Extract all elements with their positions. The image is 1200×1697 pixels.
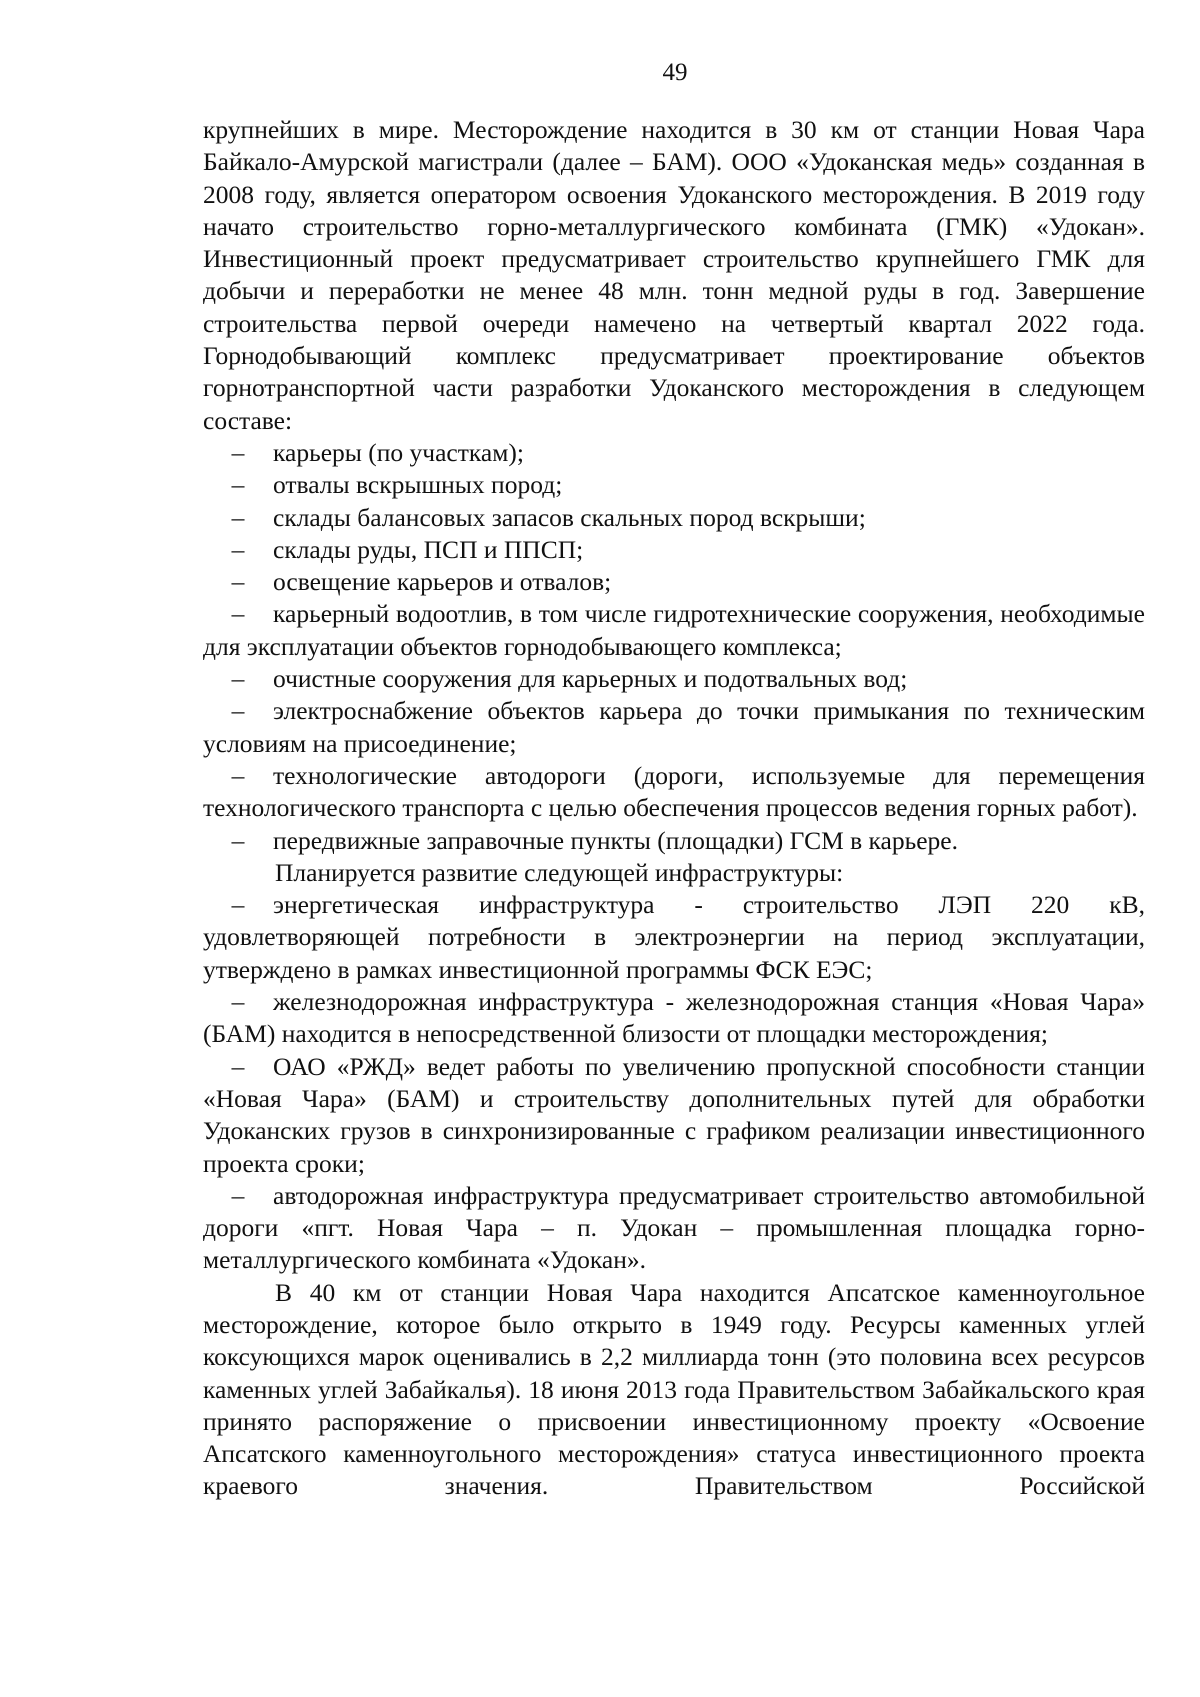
list-item-text: технологические автодороги (дороги, используемые для перемещения технологического транспорта с целью обеспечения процессов ведения горных работ).	[203, 760, 1145, 823]
body-paragraph: крупнейших в мире. Месторождение находится в 30 км от станции Новая Чара Байкало-Амурской магистрали (далее – БАМ). ООО «Удоканская медь» созданная в 2008 году, является оператором освоения Удоканского месторождения. В 2019 году начато строительство горно-металлургического комбината (ГМК) «Удокан». Инвестиционный проект предусматривает строительство крупнейшего ГМК для добычи и переработки не менее 48 млн. тонн медной руды в год. Завершение строительства первой очереди намечено на четвертый квартал 2022 года. Горнодобывающий комплекс предусматривает проектирование объектов горнотранспортной части разработки Удоканского месторождения в следующем составе:	[203, 115, 1145, 435]
list-item-text: карьеры (по участкам);	[273, 437, 524, 467]
dash-bullet: –	[231, 760, 245, 790]
dash-bullet: –	[231, 534, 245, 564]
dash-bullet: –	[231, 890, 245, 920]
list-item	[203, 437, 1145, 469]
list-item	[203, 1051, 1145, 1180]
list-item	[203, 598, 1145, 663]
list-item-text: ОАО «РЖД» ведет работы по увеличению пропускной способности станции «Новая Чара» (БАМ) и строительству дополнительных путей для обработки Удоканских грузов в синхронизированные с графиком реализации инвестиционного проекта сроки;	[203, 1051, 1145, 1178]
list-item-text: очистные сооружения для карьерных и подотвальных вод;	[273, 664, 908, 694]
dash-bullet: –	[231, 1051, 245, 1081]
list-item-text: карьерный водоотлив, в том числе гидротехнические сооружения, необходимые для эксплуатации объектов горнодобывающего комплекса;	[203, 599, 1145, 661]
list-item	[203, 825, 1145, 857]
list-item-text: железнодорожная инфраструктура - железнодорожная станция «Новая Чара» (БАМ) находится в непосредственной близости от площадки месторождения;	[203, 987, 1145, 1049]
dash-bullet: –	[231, 987, 245, 1017]
list-item	[203, 760, 1145, 825]
list-item	[203, 695, 1145, 760]
list-item	[203, 1180, 1145, 1277]
body-paragraph: В 40 км от станции Новая Чара находится Апсатское каменноугольное месторождение, которое было открыто в 1949 году. Ресурсы каменных углей коксующихся марок оценивались в 2,2 миллиарда тонн (это половина всех ресурсов каменных углей Забайкалья). 18 июня 2013 года Правительством Забайкальского края принято распоряжение о присвоении инвестиционному проекту «Освоение Апсатского каменноугольного месторождения» статуса инвестиционного проекта краевого значения. Правительством Российской	[203, 1277, 1145, 1501]
list-item	[203, 469, 1145, 501]
list-item-text: освещение карьеров и отвалов;	[273, 567, 612, 597]
infrastructure-intro: Планируется развитие следующей инфраструктуры:	[275, 857, 844, 887]
document-body	[203, 114, 1145, 1503]
dash-bullet: –	[231, 1180, 245, 1210]
page-number: 49	[662, 59, 688, 86]
list-item-text: автодорожная инфраструктура предусматривает строительство автомобильной дороги «пгт. Новая Чара – п. Удокан – промышленная площадка горно-металлургического комбината «Удокан».	[203, 1180, 1145, 1275]
dash-bullet: –	[231, 599, 245, 629]
list-item-text: электроснабжение объектов карьера до точки примыкания по техническим условиям на присоединение;	[203, 696, 1145, 758]
list-item	[203, 534, 1145, 566]
dash-bullet: –	[231, 696, 245, 726]
list-item	[203, 986, 1145, 1051]
list-item-text: отвалы вскрышных пород;	[273, 470, 563, 500]
dash-bullet: –	[231, 664, 245, 694]
list-item-text: склады руды, ПСП и ППСП;	[273, 534, 584, 564]
dash-bullet: –	[231, 567, 245, 597]
dash-bullet: –	[231, 470, 245, 500]
list-item-text: склады балансовых запасов скальных пород вскрыши;	[273, 502, 866, 532]
list-item	[203, 663, 1145, 695]
list-item-text: энергетическая инфраструктура - строительство ЛЭП 220 кВ, удовлетворяющей потребности в электроэнергии на период эксплуатации, утверждено в рамках инвестиционной программы ФСК ЕЭС;	[203, 890, 1145, 984]
list-item	[203, 889, 1145, 986]
list-item	[203, 502, 1145, 534]
dash-bullet: –	[231, 502, 245, 532]
list-item	[203, 566, 1145, 598]
dash-bullet: –	[231, 437, 245, 467]
dash-bullet: –	[231, 825, 245, 855]
list-item-text: передвижные заправочные пункты (площадки) ГСМ в карьере.	[273, 825, 959, 855]
